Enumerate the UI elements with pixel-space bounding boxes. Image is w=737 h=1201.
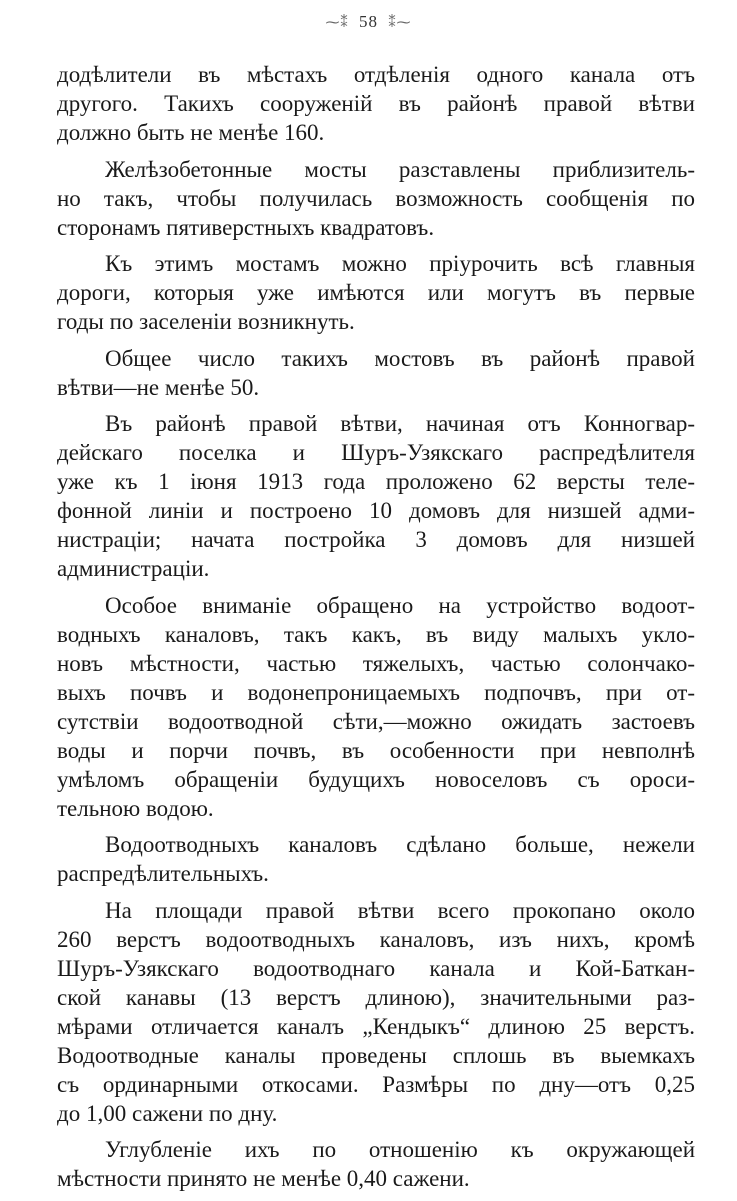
text-line: додѣлители въ мѣстахъ отдѣленія одного канала отъ [57, 62, 695, 87]
text-line: Желѣзобетонные мосты разставлены приблизитель- [105, 156, 695, 182]
text-line: фонной линіи и построено 10 домовъ для низшей адми- [57, 498, 695, 523]
text-line: уже къ 1 іюня 1913 года проложено 62 версты теле- [57, 469, 695, 494]
paragraph [57, 344, 695, 402]
text-line: дейскаго поселка и Шуръ-Узякскаго распредѣлителя [57, 440, 695, 465]
text-line: мѣстности принято не менѣе 0,40 сажени. [57, 1166, 470, 1191]
text-line: Общее число такихъ мостовъ въ районѣ правой [105, 345, 695, 371]
text-line: выхъ почвъ и водонепроницаемыхъ подпочвъ, при от- [57, 679, 695, 705]
paragraph [57, 830, 695, 888]
paragraph [57, 409, 695, 583]
text-line: съ ординарными откосами. Размѣры по дну—отъ 0,25 [57, 1071, 695, 1097]
text-line: должно быть не менѣе 160. [57, 120, 325, 145]
text-line: годы по заселеніи возникнуть. [57, 309, 355, 334]
text-line: Углубленіе ихъ по отношенію къ окружающей [105, 1137, 695, 1162]
text-line: сутствіи водоотводной сѣти,—можно ожидать застоевъ [57, 708, 695, 734]
text-line: На площади правой вѣтви всего прокопано около [105, 897, 695, 923]
text-line: Шуръ-Узякскаго водоотводнаго канала и Кой-Баткан- [57, 955, 695, 981]
paragraph [57, 60, 695, 147]
text-line: администраціи. [57, 556, 210, 581]
text-line: мѣрами отличается каналъ „Кендыкъ“ длиною 25 верстъ. [57, 1013, 695, 1039]
text-line: Водоотводныхъ каналовъ сдѣлано больше, нежели [105, 832, 695, 857]
text-line: дороги, которыя уже имѣются или могутъ въ первые [57, 280, 695, 305]
text-line: умѣломъ обращеніи будущихъ новоселовъ съ ороси- [57, 766, 695, 792]
paragraph [57, 896, 695, 1128]
page-header [0, 12, 737, 32]
text-line: 260 верстъ водоотводныхъ каналовъ, изъ нихъ, кромѣ [57, 926, 695, 952]
text-line: тельною водою. [57, 795, 214, 821]
ornament-right-icon: ⁑⁓ [388, 16, 412, 31]
page-number: 58 [359, 12, 378, 31]
text-line: новъ мѣстности, частью тяжелыхъ, частью солончако- [57, 650, 695, 676]
text-line: Водоотводные каналы проведены сплошь въ выемкахъ [57, 1042, 695, 1068]
text-line: но такъ, чтобы получилась возможность сообщенія по [57, 185, 695, 211]
text-line: до 1,00 сажени по дну. [57, 1100, 278, 1126]
text-line: распредѣлительныхъ. [57, 861, 269, 886]
page-body [57, 60, 695, 1201]
text-line: ской канавы (13 верстъ длиною), значительными раз- [57, 984, 695, 1010]
text-line: нистраціи; начата постройка 3 домовъ для низшей [57, 527, 695, 552]
text-line: Особое вниманіе обращено на устройство водоот- [105, 592, 695, 618]
text-line: сторонамъ пятиверстныхъ квадратовъ. [57, 214, 435, 240]
paragraph [57, 249, 695, 336]
text-line: вѣтви—не менѣе 50. [57, 374, 260, 400]
text-line: водныхъ каналовъ, такъ какъ, въ виду малыхъ укло- [57, 621, 695, 647]
paragraph [57, 1135, 695, 1193]
text-line: воды и порчи почвъ, въ особенности при невполнѣ [57, 737, 695, 763]
paragraph [57, 591, 695, 823]
text-line: Въ районѣ правой вѣтви, начиная отъ Конногвар- [105, 411, 695, 436]
text-line: другого. Такихъ сооруженій въ районѣ правой вѣтви [57, 91, 695, 116]
ornament-left-icon: ⁓⁑ [325, 16, 349, 31]
text-line: Къ этимъ мостамъ можно пріурочить всѣ главныя [105, 251, 695, 276]
paragraph [57, 155, 695, 242]
